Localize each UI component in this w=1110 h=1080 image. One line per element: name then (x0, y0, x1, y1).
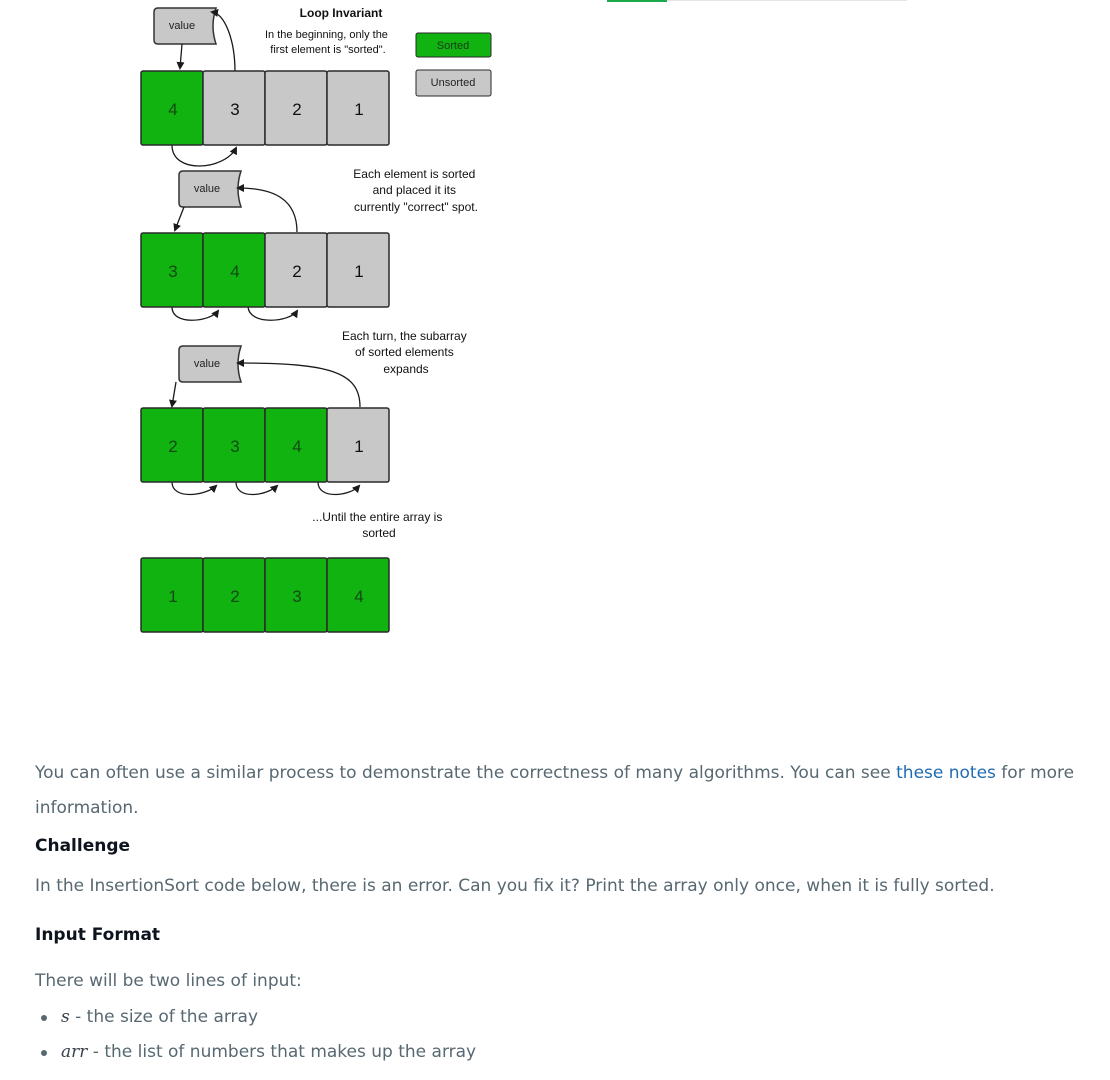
value-tag (179, 171, 241, 207)
list-item-desc: - the size of the array (69, 1007, 259, 1027)
arrow (238, 188, 297, 232)
input-lines-text: There will be two lines of input: (35, 971, 302, 991)
list-item-desc: - the list of numbers that makes up the array (87, 1042, 477, 1062)
variable-s: s (61, 1007, 70, 1027)
caption-until-sorted-line: ...Until the entire array is (312, 510, 443, 524)
arrow (318, 482, 359, 495)
array-cell-value: 3 (230, 100, 240, 119)
top-divider-accent (607, 0, 667, 2)
caption-until-sorted (312, 510, 445, 540)
legend-sorted-label: Sorted (436, 40, 470, 52)
p1-text-after: for more information. (35, 763, 1075, 818)
caption-each-element-line: currently "correct" spot. (354, 200, 478, 214)
arrow (238, 363, 360, 407)
caption-initial (265, 29, 391, 56)
legend-unsorted-label: Unsorted (430, 77, 476, 89)
value-tag (179, 346, 241, 382)
arrow (172, 145, 236, 166)
list-item (35, 1004, 476, 1039)
challenge-body: In the InsertionSort code below, there is an error. Can you fix it? Print the array only once, when it is fully sorted. (35, 876, 995, 896)
array-cell-value: 3 (230, 437, 240, 456)
these-notes-link[interactable]: these notes (896, 763, 996, 783)
array-cell-value: 3 (292, 587, 302, 606)
caption-each-turn (342, 329, 470, 376)
caption-each-turn-line: of sorted elements (354, 345, 454, 359)
value-tag-label: value (193, 358, 221, 370)
caption-each-element (353, 167, 478, 214)
array-cell-value: 1 (354, 437, 364, 456)
array-cell-value: 2 (168, 437, 178, 456)
arrow (175, 207, 184, 230)
array-cell-value: 1 (354, 262, 364, 281)
array-cell-value: 3 (168, 262, 178, 281)
array-cell-value: 1 (354, 100, 364, 119)
array-rows (141, 71, 389, 632)
value-tag (154, 8, 216, 44)
diagram-title: Loop Invariant (299, 6, 383, 20)
variable-arr: arr (61, 1042, 88, 1062)
arrow (172, 382, 176, 406)
caption-each-turn-line: expands (383, 362, 429, 376)
caption-until-sorted-line: sorted (362, 526, 396, 540)
caption-each-element-line: and placed it its (372, 183, 457, 197)
p1-text-before: You can often use a similar process to demonstrate the correctness of many algorithms. You can see (35, 763, 897, 783)
input-format-list (35, 1004, 476, 1074)
array-cell-value: 4 (168, 100, 178, 119)
array-cell-value: 1 (168, 587, 178, 606)
array-cell-value: 2 (292, 262, 302, 281)
arrow (180, 44, 182, 68)
caption-initial-line: In the beginning, only the (265, 29, 388, 41)
caption-each-turn-line: Each turn, the subarray (341, 329, 467, 343)
value-tag-label: value (168, 20, 196, 32)
list-item (35, 1039, 476, 1074)
arrow (248, 307, 297, 320)
array-cell-value: 4 (354, 587, 364, 606)
insertion-sort-diagram (0, 0, 520, 650)
challenge-heading: Challenge (35, 836, 131, 856)
arrow (172, 307, 218, 320)
caption-each-element-line: Each element is sorted (353, 167, 476, 181)
value-tag-label: value (193, 183, 221, 195)
arrow (172, 482, 216, 495)
array-cell-value: 4 (230, 262, 240, 281)
caption-initial-line: first element is "sorted". (270, 44, 386, 56)
array-cell-value: 2 (292, 100, 302, 119)
array-cell-value: 4 (292, 437, 302, 456)
correctness-paragraph (35, 756, 1075, 826)
arrow (236, 482, 277, 495)
input-format-heading: Input Format (35, 925, 161, 945)
array-cell-value: 2 (230, 587, 240, 606)
